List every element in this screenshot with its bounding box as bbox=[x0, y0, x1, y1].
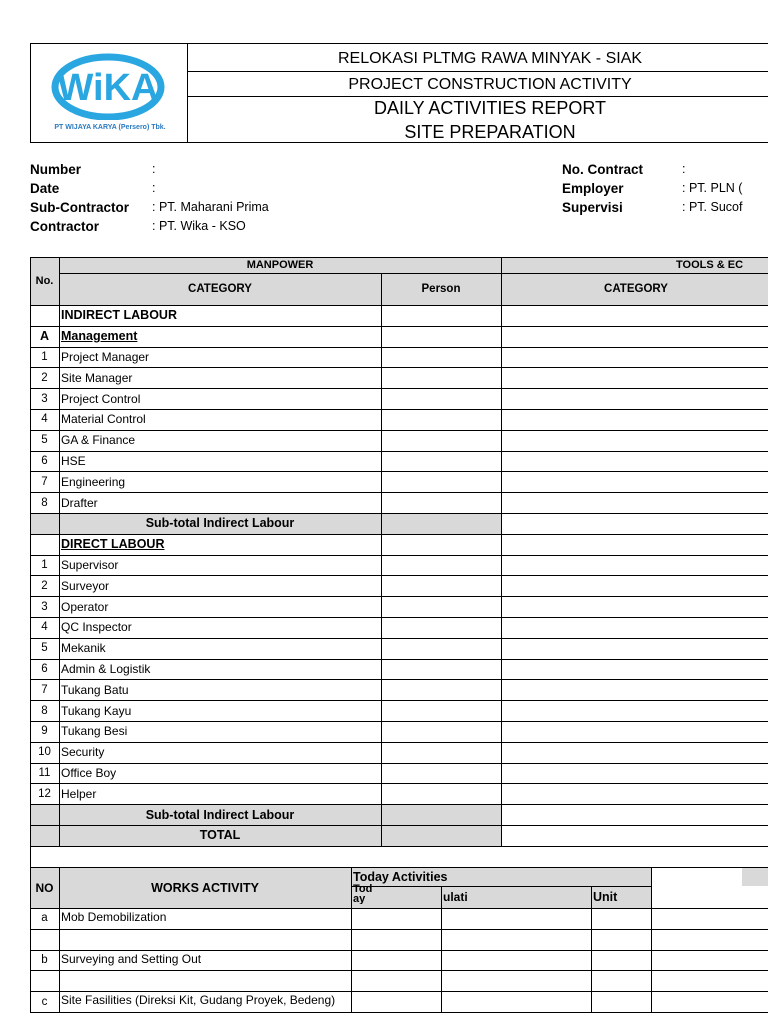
labour-category: QC Inspector bbox=[61, 620, 132, 635]
info-value: : PT. Wika - KSO bbox=[152, 219, 246, 233]
info-label: Contractor bbox=[30, 219, 100, 234]
grid-line-v bbox=[30, 846, 31, 868]
works-col-today: Today Activities bbox=[353, 869, 448, 884]
info-label: Date bbox=[30, 181, 60, 196]
works-col-today-sub-2: ay bbox=[353, 894, 366, 904]
labour-category: Office Boy bbox=[61, 765, 117, 780]
works-row-activity: Mob Demobilization bbox=[61, 910, 167, 924]
row-no: 1 bbox=[41, 350, 48, 363]
works-row-no: c bbox=[41, 995, 48, 1008]
info-value: : PT. Sucof bbox=[682, 200, 743, 214]
section-title: Management bbox=[61, 329, 138, 344]
col-header-tools: TOOLS & EC bbox=[676, 259, 744, 271]
row-no: 10 bbox=[38, 746, 51, 759]
row-no: 12 bbox=[38, 787, 51, 800]
row-no: 1 bbox=[41, 558, 48, 571]
row-no: 8 bbox=[41, 496, 48, 509]
col-header-no: No. bbox=[35, 275, 54, 287]
row-no: 11 bbox=[38, 766, 51, 779]
direct-labour-title: DIRECT LABOUR bbox=[61, 537, 165, 552]
works-col-no: NO bbox=[35, 880, 54, 895]
grid-line-h bbox=[59, 846, 768, 847]
info-value: : bbox=[682, 162, 686, 176]
labour-category: Engineering bbox=[61, 474, 126, 489]
col-header-person: Person bbox=[421, 283, 461, 295]
info-label: Number bbox=[30, 162, 82, 177]
labour-category: Project Control bbox=[61, 391, 141, 406]
row-no: 5 bbox=[41, 642, 48, 655]
labour-category: Drafter bbox=[61, 495, 98, 510]
works-row-activity bbox=[59, 929, 351, 950]
works-header-right-bg bbox=[742, 867, 768, 886]
labour-category: Operator bbox=[61, 599, 109, 614]
works-col-today-sub: Tod bbox=[353, 883, 373, 895]
works-row-no bbox=[30, 929, 59, 950]
col-header-tools-category: CATEGORY bbox=[604, 283, 668, 295]
info-value: : PT. Maharani Prima bbox=[152, 200, 269, 214]
info-value: : PT. PLN ( bbox=[682, 181, 743, 195]
works-col-unit: Unit bbox=[593, 890, 618, 904]
labour-category: Supervisor bbox=[61, 557, 119, 572]
company-logo bbox=[40, 50, 180, 138]
grid-line-v bbox=[501, 257, 502, 846]
col-header-category: CATEGORY bbox=[188, 283, 252, 295]
info-label: Sub-Contractor bbox=[30, 200, 129, 215]
works-row-activity bbox=[59, 970, 351, 991]
row-no: 6 bbox=[41, 454, 48, 467]
labour-category: Mekanik bbox=[61, 641, 106, 656]
info-label: Supervisi bbox=[562, 200, 623, 215]
row-no: 3 bbox=[41, 600, 48, 613]
project-title: RELOKASI PLTMG RAWA MINYAK - SIAK bbox=[337, 50, 643, 67]
grid-line-h bbox=[30, 534, 59, 535]
labour-category: HSE bbox=[61, 453, 86, 468]
labour-category: Tukang Batu bbox=[61, 682, 129, 697]
row-no: 6 bbox=[41, 662, 48, 675]
labour-category: Tukang Kayu bbox=[61, 703, 132, 718]
grid-line-h bbox=[30, 804, 59, 805]
grid-line-h bbox=[30, 1012, 768, 1013]
info-label: Employer bbox=[562, 181, 624, 196]
works-row-no: a bbox=[41, 912, 48, 925]
row-no: 2 bbox=[41, 579, 48, 592]
info-value: : bbox=[152, 181, 156, 195]
row-no: 8 bbox=[41, 704, 48, 717]
row-no: 7 bbox=[41, 683, 48, 696]
labour-category: Tukang Besi bbox=[61, 724, 128, 739]
labour-category: Site Manager bbox=[61, 370, 133, 385]
report-scope: SITE PREPARATION bbox=[404, 122, 576, 142]
row-no: 2 bbox=[41, 371, 48, 384]
labour-category: Material Control bbox=[61, 412, 146, 427]
report-title: DAILY ACTIVITIES REPORT bbox=[373, 98, 607, 118]
svg-text:WiKA: WiKA bbox=[57, 67, 159, 109]
grid-line-h bbox=[30, 513, 59, 514]
logo-subtext: PT WIJAYA KARYA (Persero) Tbk. bbox=[54, 124, 166, 131]
works-row-activity: Site Fasilities (Direksi Kit, Gudang Proyek, Bedeng) bbox=[61, 993, 336, 1008]
report-subtitle: PROJECT CONSTRUCTION ACTIVITY bbox=[348, 76, 632, 93]
grid-line-h bbox=[30, 846, 59, 847]
subtotal-label: Sub-total Indirect Labour bbox=[145, 807, 295, 822]
row-no: 9 bbox=[41, 725, 48, 738]
labour-category: Admin & Logistik bbox=[61, 661, 151, 676]
grid-line-v bbox=[381, 273, 382, 846]
grid-line-h bbox=[30, 825, 59, 826]
labour-category: Surveyor bbox=[61, 578, 110, 593]
labour-category: Helper bbox=[61, 786, 97, 801]
row-no: 4 bbox=[41, 621, 48, 634]
row-no: 7 bbox=[41, 475, 48, 488]
info-value: : bbox=[152, 162, 156, 176]
works-col-cumulative: ulati bbox=[443, 890, 468, 904]
row-no: 4 bbox=[41, 413, 48, 426]
labour-category: Security bbox=[61, 745, 105, 760]
row-no: 5 bbox=[41, 434, 48, 447]
labour-category: GA & Finance bbox=[61, 433, 136, 448]
subtotal-label: Sub-total Indirect Labour bbox=[145, 516, 295, 531]
section-no: A bbox=[39, 329, 50, 344]
col-header-manpower: MANPOWER bbox=[246, 259, 314, 271]
labour-category: Project Manager bbox=[61, 349, 150, 364]
total-label: TOTAL bbox=[199, 828, 241, 843]
indirect-labour-title: INDIRECT LABOUR bbox=[61, 308, 177, 323]
works-col-activity: WORKS ACTIVITY bbox=[151, 880, 259, 895]
row-no: 3 bbox=[41, 392, 48, 405]
works-row-no bbox=[30, 970, 59, 991]
works-row-no: b bbox=[41, 953, 48, 966]
info-label: No. Contract bbox=[562, 162, 643, 177]
works-row-activity: Surveying and Setting Out bbox=[61, 951, 202, 966]
